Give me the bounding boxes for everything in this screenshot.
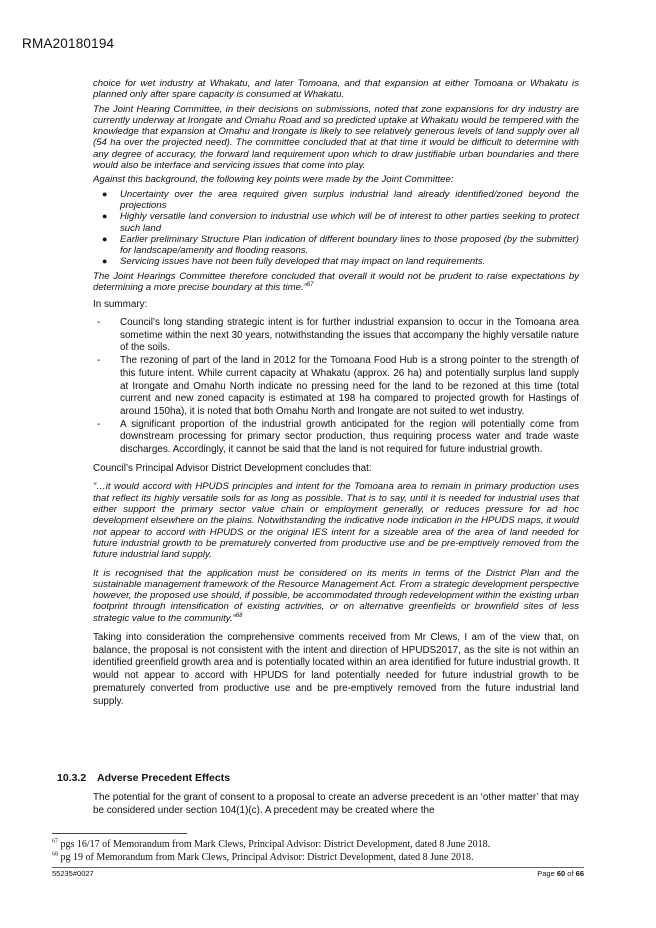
footnotes (52, 839, 582, 865)
page-number: Page 60 of 66 (537, 869, 584, 878)
section-heading (57, 772, 230, 784)
bullet-icon: ● (102, 256, 108, 267)
dash-marker: - (97, 418, 101, 430)
list-item: - The rezoning of part of the land in 2012 for the Tomoana Food Hub is a strong pointer to the strength of this future intent. While current capacity at Whakatu (approx. 26 ha) and potentially surplus land supply at Irongate and Omahu North indicate no pressing need for the land to be rezoned at this time (total current and new zoned capacity is estimated at 198 ha compared to projected growth for Hastings of around 150ha), it is noted that both Omahu North and Irongate are not suited to wet industry. (97, 355, 579, 417)
document-reference: 55235#0027 (52, 869, 94, 878)
paragraph-3: Against this background, the following key points were made by the Joint Committee: (93, 174, 454, 186)
footnote-separator (52, 833, 187, 834)
footnote: $^{67}$ pgs 16/17 of Memorandum from Mark Clews, Principal Advisor: District Development, dated 8 June 2018. (52, 838, 491, 850)
section-paragraph: The potential for the grant of consent to a proposal to create an adverse precedent is an ‘other matter’ that may be considered under section 104(1)(c). A precedent may be created where the (93, 792, 579, 816)
list-item: - A significant proportion of the industrial growth anticipated for the region will potentially come from downstream processing for primary sector production, thus requiring process water and trade waste discharges. Accordingly, it cannot be said that the land is not required for future industrial growth. (97, 418, 579, 456)
footnote-ref[interactable]: 67 (306, 281, 314, 288)
list-item: - Council’s long standing strategic intent is for further industrial expansion to occur in the Tomoana area sometime within the next 30 years, notwithstanding the issues that accompany the highly versatile nature of the soils. (97, 317, 579, 354)
dash-marker: - (97, 317, 101, 329)
document-body (93, 78, 579, 708)
summary-intro: In summary: (93, 299, 148, 311)
section-number: 10.3.2 (57, 772, 87, 784)
advisor-intro: Council’s Principal Advisor District Development concludes that: (93, 462, 372, 474)
bullet-icon: ● (102, 211, 108, 222)
bullet-icon: ● (102, 233, 108, 244)
section-title: Adverse Precedent Effects (97, 772, 231, 784)
quote-paragraph-2: It is recognised that the application must be considered on its merits in terms of the District Plan and the sustainable management framework of the Resource Management Act. From a strategic development perspective however, the proposed use should, if possible, be accommodated through redevelopment within the existing urban footprint through intensification of existing activities, or on alternative greenfields or brownfield sites of less strategic value to the community.”$^{68}$ (93, 567, 579, 624)
paragraph-2: The Joint Hearing Committee, in their decisions on submissions, noted that zone expansions for dry industry are currently underway at Irongate and Omahu Road and so predicted uptake at Whakatu would be tempered with the knowledge that expansion at Omahu and Irongate is likely to see relatively generous levels of land supply over all (54 ha over the projected need). The committee concluded that at that time it would be difficult to determine with any degree of accuracy, the forward land requirement upon which to draw justifiable urban boundaries and there would also be interface and servicing issues that come into play. (93, 103, 579, 172)
list-item: ● Uncertainty over the area required given surplus industrial land already identified/zoned beyond the projections (102, 188, 579, 211)
paragraph-4: The Joint Hearings Committee therefore concluded that overall it would not be prudent to raise expectations by determining a more precise boundary at this time.”$^{67}$ (93, 270, 579, 294)
conclusion-paragraph: Taking into consideration the comprehensive comments received from Mr Clews, I am of the view that, on balance, the proposal is not consistent with the intent and direction of HPUDS2017, as the site is not within an identified greenfield growth area and is potentially located within an area identified for future industrial growth. It would not appear to accord with HPUDS for land potentially needed for future industrial growth to be prematurely converted from productive use and be pre-emptively removed from the future industrial land supply. (93, 632, 579, 707)
quote-paragraph-1: “…it would accord with HPUDS principles and intent for the Tomoana area to remain in primary production uses that reflect its highly versatile soils for as long as possible. That is to say, until it is needed for industrial uses that either support the primary sector value chain or employment generally, or reduces pressure for ad hoc development elsewhere on the plains. Notwithstanding the indicative node indication in the HPUDS maps, it would not appear to accord with HPUDS or the original IES intent for a sizeable area of the area of land needed for future industrial growth to be prematurely converted from productive use and be pre-emptively removed from the future industrial land supply. (93, 481, 579, 561)
list-item: ● Highly versatile land conversion to industrial use which will be of interest to other parties seeking to protect such land (102, 211, 579, 234)
footnote: $^{68}$ pg 19 of Memorandum from Mark Clews, Principal Advisor: District Development, dated 8 June 2018. (52, 851, 474, 863)
footnote-ref[interactable]: 68 (235, 612, 243, 619)
paragraph-1: choice for wet industry at Whakatu, and later Tomoana, and that expansion at either Tomoana or Whakatu is planned only after spare capacity is consumed at Whakatu. (93, 78, 579, 101)
summary-list (93, 317, 579, 457)
document-header: RMA20180194 (22, 36, 115, 51)
footer-divider (52, 867, 584, 868)
list-item: ● Servicing issues have not been fully developed that may impact on land requirements. (102, 256, 486, 268)
bullet-icon: ● (102, 188, 108, 199)
dash-marker: - (97, 355, 101, 367)
list-item: ● Earlier preliminary Structure Plan indication of different boundary lines to those proposed (by the submitter) for landscape/amenity and flooding reasons. (102, 233, 579, 257)
key-points-list (93, 189, 579, 268)
